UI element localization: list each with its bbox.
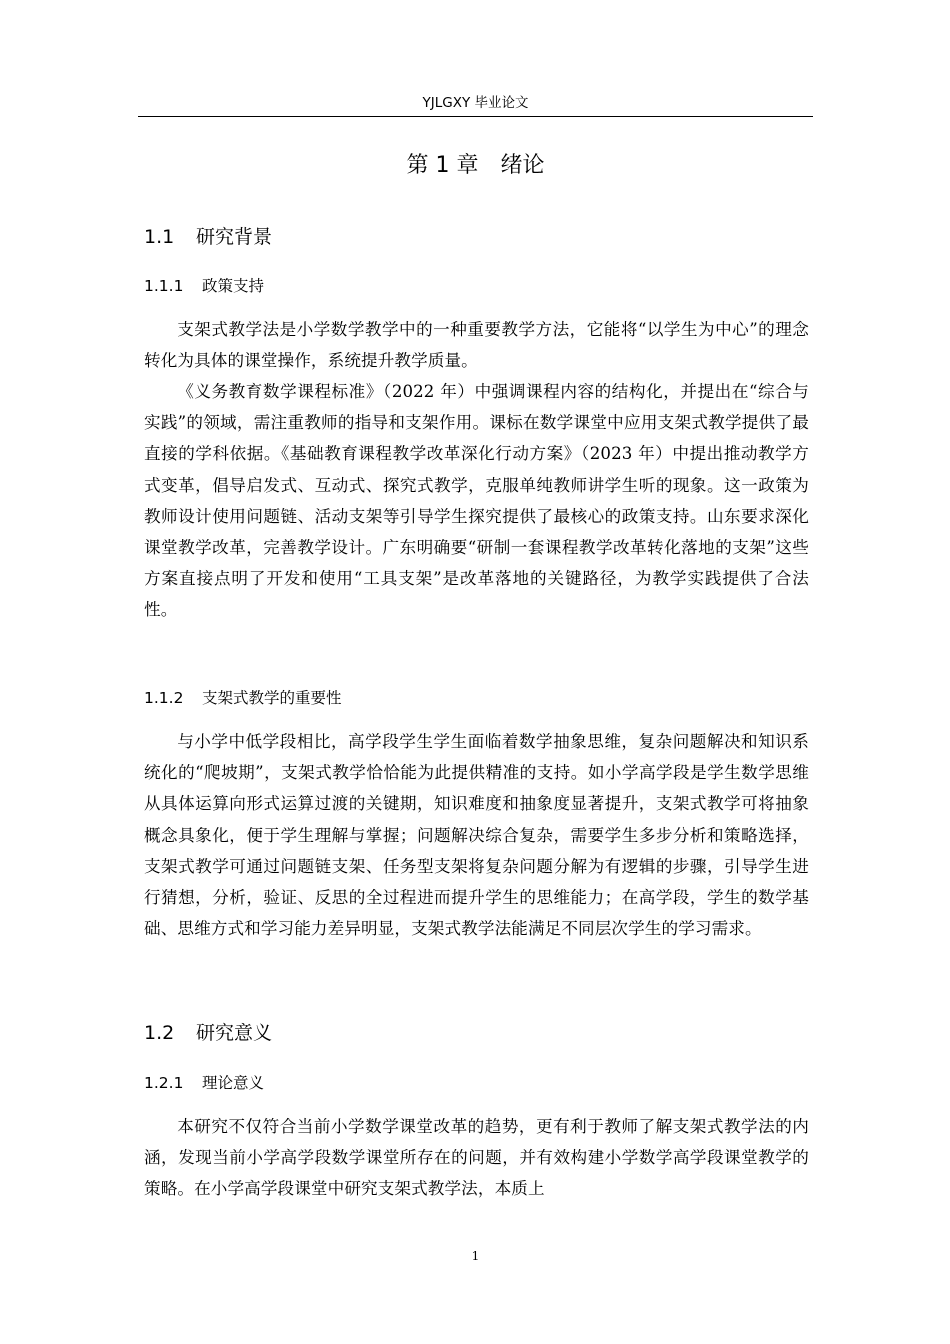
subsection-heading-1-1-2 — [144, 685, 342, 711]
subsection-number: 1.2.1 — [144, 1074, 184, 1092]
paragraph: 支架式教学法是小学数学教学中的一种重要教学方法，它能将“以学生为中心”的理念转化为具体的课堂操作，系统提升教学质量。 — [144, 320, 809, 371]
subsection-heading-1-2-1 — [144, 1070, 264, 1096]
subsection-number: 1.1.2 — [144, 689, 184, 707]
section-heading-1-2 — [144, 1018, 272, 1048]
subsection-heading-1-1-1 — [144, 273, 264, 299]
paragraph: 本研究不仅符合当前小学数学课堂改革的趋势，更有利于教师了解支架式教学法的内涵，发现当前小学高学段数学课堂所存在的问题，并有效构建小学数学高学段课堂教学的策略。在小学高学段课堂中研究支架式教学法，本质上 — [144, 1117, 809, 1199]
section-title: 研究意义 — [196, 1022, 273, 1044]
header-text: YJLGXY 毕业论文 — [422, 95, 529, 111]
subsection-title: 政策支持 — [202, 277, 265, 295]
subsection-title: 理论意义 — [202, 1074, 265, 1092]
section-title: 研究背景 — [196, 226, 273, 248]
section-number: 1.1 — [144, 226, 175, 248]
subsection-number: 1.1.1 — [144, 277, 184, 295]
page-number: 1 — [471, 1249, 480, 1263]
paragraph: 与小学中低学段相比，高学段学生学生面临着数学抽象思维，复杂问题解决和知识系统化的“爬坡期”，支架式教学恰恰能为此提供精准的支持。如小学高学段是学生数学思维从具体运算向形式运算过渡的关键期，知识难度和抽象度显著提升，支架式教学可将抽象概念具象化，便于学生理解与掌握；问题解决综合复杂，需要学生多步分析和策略选择，支架式教学可通过问题链支架、任务型支架将复杂问题分解为有逻辑的步骤，引导学生进行猜想，分析，验证、反思的全过程进而提升学生的思维能力；在高学段，学生的数学基础、思维方式和学习能力差异明显，支架式教学法能满足不同层次学生的学习需求。 — [144, 732, 809, 939]
section-heading-1-1 — [144, 222, 272, 252]
chapter-title: 第 1 章 绪论 — [406, 153, 545, 178]
page-header — [138, 92, 813, 117]
subsection-title: 支架式教学的重要性 — [202, 689, 342, 707]
paragraph: 《义务教育数学课程标准》（2022 年）中强调课程内容的结构化，并提出在“综合与实践”的领域，需注重教师的指导和支架作用。课标在数学课堂中应用支架式教学提供了最直接的学科依据。《基础教育课程教学改革深化行动方案》（2023 年）中提出推动教学方式变革，倡导启发式、互动式、探究式教学，克服单纯教师讲学生听的现象。这一政策为教师设计使用问题链、活动支架等引导学生探究提供了最核心的政策支持。山东要求深化课堂教学改革，完善教学设计。广东明确要“研制一套课程教学改革转化落地的支架”这些方案直接点明了开发和使用“工具支架”是改革落地的关键路径，为教学实践提供了合法性。 — [144, 382, 809, 620]
section-number: 1.2 — [144, 1022, 175, 1044]
